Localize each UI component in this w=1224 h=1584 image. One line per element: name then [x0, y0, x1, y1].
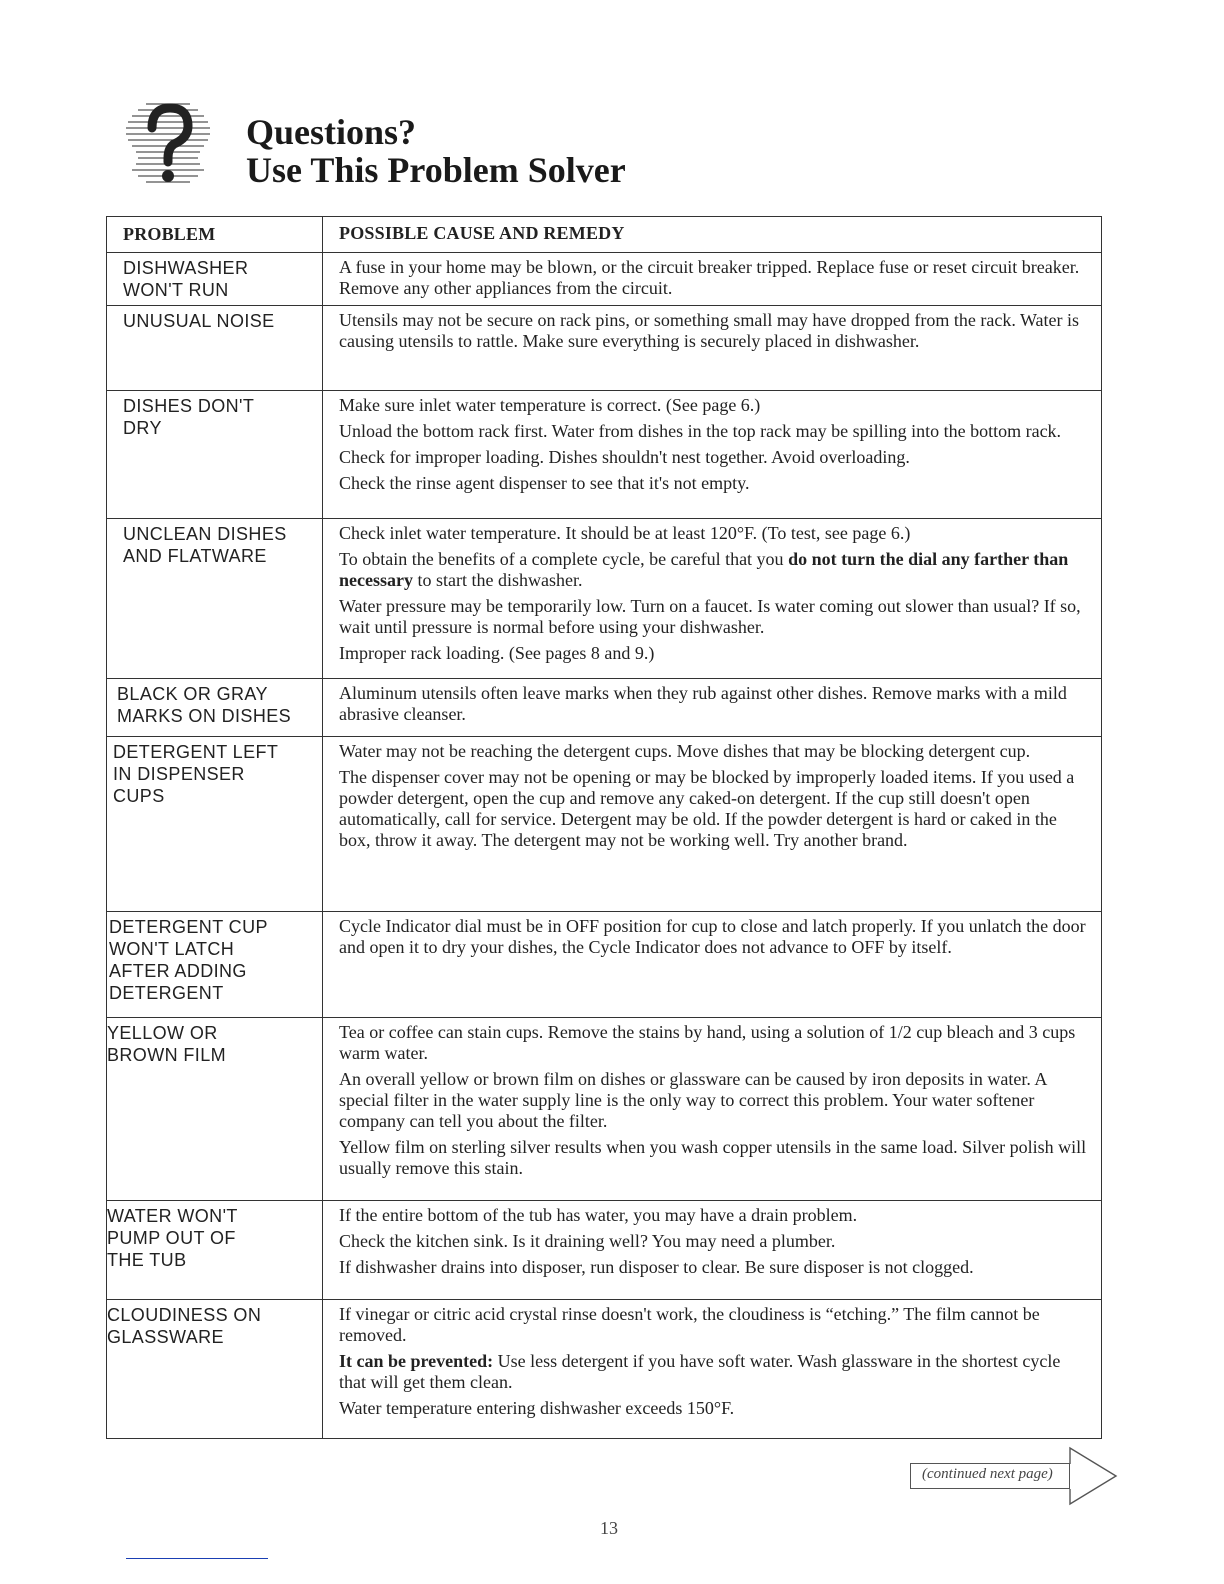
problem-cell: BLACK OR GRAY MARKS ON DISHES — [107, 679, 323, 736]
remedy-cell: If vinegar or citric acid crystal rinse doesn't work, the cloudiness is “etching.” The film cannot be removed. It can be prevented: Use less detergent if you have soft water. Wash glassware in the shortest cycle that will get them clean. Water temperature entering dishwasher exceeds 150°F. — [339, 1304, 1061, 1418]
problem-cell: DETERGENT CUP WON'T LATCH AFTER ADDING DETERGENT — [107, 912, 323, 1017]
problem-solver-table — [106, 216, 1102, 1439]
remedy-cell: If the entire bottom of the tub has water, you may have a drain problem. Check the kitchen sink. Is it draining well? You may need a plumber. If dishwasher drains into disposer, run disposer to clear. Be sure disposer is not clogged. — [339, 1205, 974, 1277]
table-header-row — [107, 217, 1101, 253]
remedy-cell: Cycle Indicator dial must be in OFF position for cup to close and latch properly. If you unlatch the door and open it to dry your dishes, the Cycle Indicator does not advance to OFF by itself. — [339, 916, 1086, 957]
link-underline — [126, 1558, 268, 1559]
problem-cell: UNCLEAN DISHES AND FLATWARE — [107, 519, 323, 678]
problem-cell: DISHES DON'T DRY — [107, 391, 323, 518]
table-row — [107, 519, 1101, 679]
continued-next-page-indicator — [910, 1446, 1120, 1506]
table-row — [107, 912, 1101, 1018]
remedy-cell: Check inlet water temperature. It should be at least 120°F. (To test, see page 6.) To obtain the benefits of a complete cycle, be careful that you do not turn the dial any farther than necessary to start the dishwasher. Water pressure may be temporarily low. Turn on a faucet. Is water coming out slower than usual? If so, wait until pressure is normal before using your dishwasher. Improper rack loading. (See pages 8 and 9.) — [339, 523, 1081, 663]
page-title-problem-solver: Use This Problem Solver — [246, 150, 626, 190]
problem-cell: UNUSUAL NOISE — [107, 306, 323, 390]
problem-column-header: PROBLEM — [107, 217, 323, 252]
remedy-cell: Utensils may not be secure on rack pins, or something small may have dropped from the rack. Water is causing utensils to rattle. Make sure everything is securely placed in dishwasher. — [339, 310, 1080, 351]
arrow-right-icon — [1060, 1446, 1120, 1506]
remedy-cell: Aluminum utensils often leave marks when they rub against other dishes. Remove marks with a mild abrasive cleanser. — [339, 683, 1067, 724]
table-row — [107, 1018, 1101, 1201]
cause-column-header: POSSIBLE CAUSE AND REMEDY — [339, 223, 625, 243]
problem-cell: YELLOW OR BROWN FILM — [107, 1018, 323, 1200]
question-mark-icon — [108, 98, 228, 190]
table-row — [107, 391, 1101, 519]
table-row — [107, 1201, 1101, 1300]
page-title-questions: Questions? — [246, 112, 417, 152]
page-header — [108, 98, 808, 198]
table-row — [107, 253, 1101, 306]
remedy-cell: Make sure inlet water temperature is correct. (See page 6.) Unload the bottom rack first. Water from dishes in the top rack may be spilling into the bottom rack. Check for improper loading. Dishes shouldn't nest together. Avoid overloading. Check the rinse agent dispenser to see that it's not empty. — [339, 395, 1062, 493]
problem-cell: DISHWASHER WON'T RUN — [107, 253, 323, 305]
remedy-cell: Tea or coffee can stain cups. Remove the stains by hand, using a solution of 1/2 cup bleach and 3 cups warm water. An overall yellow or brown film on dishes or glassware can be caused by iron deposits in water. A special filter in the water supply line is the only way to correct this problem. Your water softener company can tell you about the filter. Yellow film on sterling silver results when you wash copper utensils in the same load. Silver polish will usually remove this stain. — [339, 1022, 1087, 1178]
remedy-cell: A fuse in your home may be blown, or the circuit breaker tripped. Replace fuse or reset circuit breaker. Remove any other appliances from the circuit. — [339, 257, 1080, 298]
problem-cell: DETERGENT LEFT IN DISPENSER CUPS — [107, 737, 323, 911]
problem-cell: WATER WON'T PUMP OUT OF THE TUB — [107, 1201, 323, 1299]
table-row — [107, 737, 1101, 912]
table-row — [107, 306, 1101, 391]
problem-cell: CLOUDINESS ON GLASSWARE — [107, 1300, 323, 1438]
page-number: 13 — [600, 1518, 618, 1538]
table-row — [107, 679, 1101, 737]
continued-text: (continued next page) — [922, 1466, 1053, 1482]
remedy-cell: Water may not be reaching the detergent cups. Move dishes that may be blocking detergent cup. The dispenser cover may not be opening or may be blocked by improperly loaded items. If you used a powder detergent, open the cup and remove any caked-on detergent. If the cup still doesn't open automatically, call for service. Detergent may be old. If the powder detergent is hard or caked in the box, throw it away. The detergent may not be working well. Try another brand. — [339, 741, 1075, 850]
table-row — [107, 1300, 1101, 1439]
